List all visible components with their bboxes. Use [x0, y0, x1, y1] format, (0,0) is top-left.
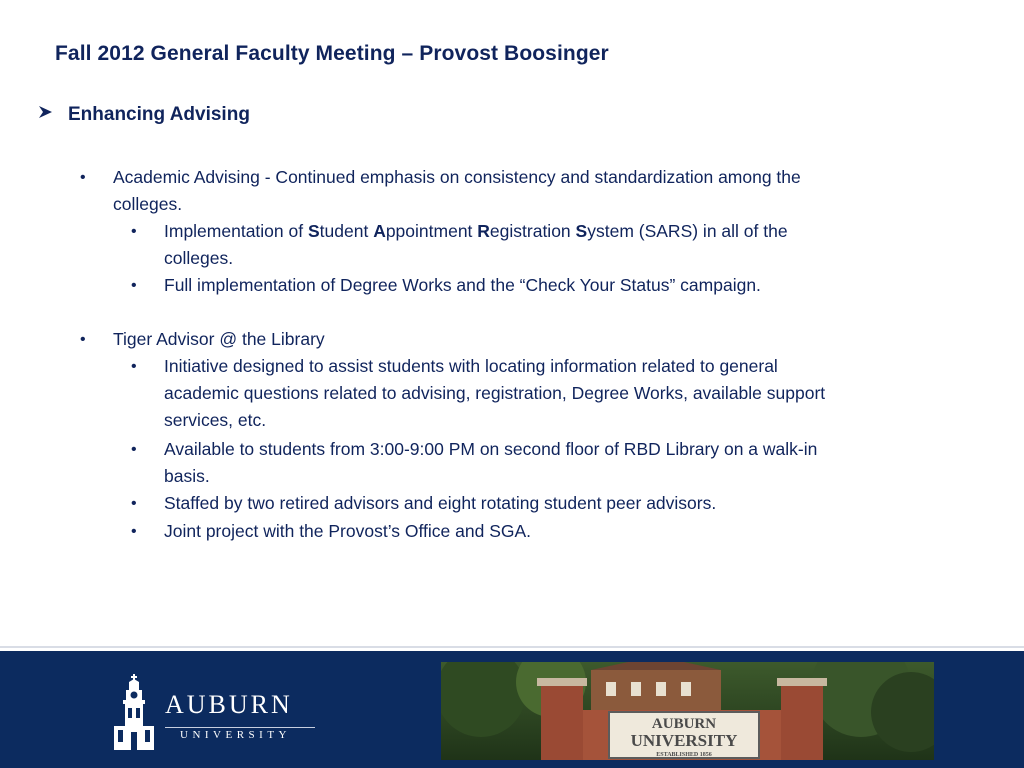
bullet-dot-icon: •	[131, 277, 137, 294]
bullet-text: Initiative designed to assist students with locating information related to general	[164, 356, 778, 376]
bullet-dot-icon: •	[131, 223, 137, 240]
bullet-text: Academic Advising - Continued emphasis on consistency and standardization among the	[113, 167, 801, 187]
bullet-text: Full implementation of Degree Works and the “Check Your Status” campaign.	[164, 275, 761, 295]
bullet-text: basis.	[164, 466, 210, 486]
bullet-text: colleges.	[113, 194, 183, 214]
bullet-dot-icon: •	[131, 523, 137, 540]
bullet-dot-icon: •	[131, 441, 137, 458]
bullet-text: Staffed by two retired advisors and eight rotating student peer advisors.	[164, 493, 717, 513]
bullet-dot-icon: •	[131, 495, 137, 512]
list-item	[131, 353, 964, 434]
section-heading-label: Enhancing Advising	[68, 104, 250, 125]
clock-tower-icon	[108, 672, 160, 752]
bullet-text: Joint project with the Provost’s Office and SGA.	[164, 521, 532, 541]
auburn-logo	[108, 672, 318, 752]
bullet-text: Available to students from 3:00-9:00 PM on second floor of RBD Library on a walk-in	[164, 439, 818, 459]
bullet-dot-icon: •	[80, 331, 86, 348]
section-heading	[38, 104, 250, 126]
footer-divider	[0, 646, 1024, 648]
logo-wordmark: AUBURN	[165, 690, 293, 719]
bullet-text: academic questions related to advising, registration, Degree Works, available support	[164, 383, 826, 403]
list-item	[80, 326, 953, 353]
sign-established: ESTABLISHED 1856	[656, 752, 712, 758]
bullet-dot-icon: •	[131, 358, 137, 375]
sign-word-1: AUBURN	[651, 716, 717, 732]
list-item	[131, 272, 964, 299]
list-item	[131, 218, 964, 272]
campus-sign-photo	[441, 662, 934, 760]
sign-word-2: UNIVERSITY	[630, 731, 738, 750]
bullet-text: services, etc.	[164, 410, 267, 430]
list-item	[131, 490, 964, 517]
slide-title: Fall 2012 General Faculty Meeting – Provost Boosinger	[55, 42, 609, 65]
logo-rule	[165, 727, 315, 728]
list-item	[80, 164, 953, 218]
bullet-text: colleges.	[164, 248, 234, 268]
list-item	[131, 518, 964, 545]
bullet-text: Implementation of Student Appointment Registration System (SARS) in all of the	[164, 221, 788, 241]
bullet-dot-icon: •	[80, 169, 86, 186]
list-item	[131, 436, 964, 490]
bullet-text: Tiger Advisor @ the Library	[113, 329, 325, 349]
logo-subtitle: UNIVERSITY	[180, 729, 291, 741]
arrow-bullet-icon	[38, 104, 56, 126]
